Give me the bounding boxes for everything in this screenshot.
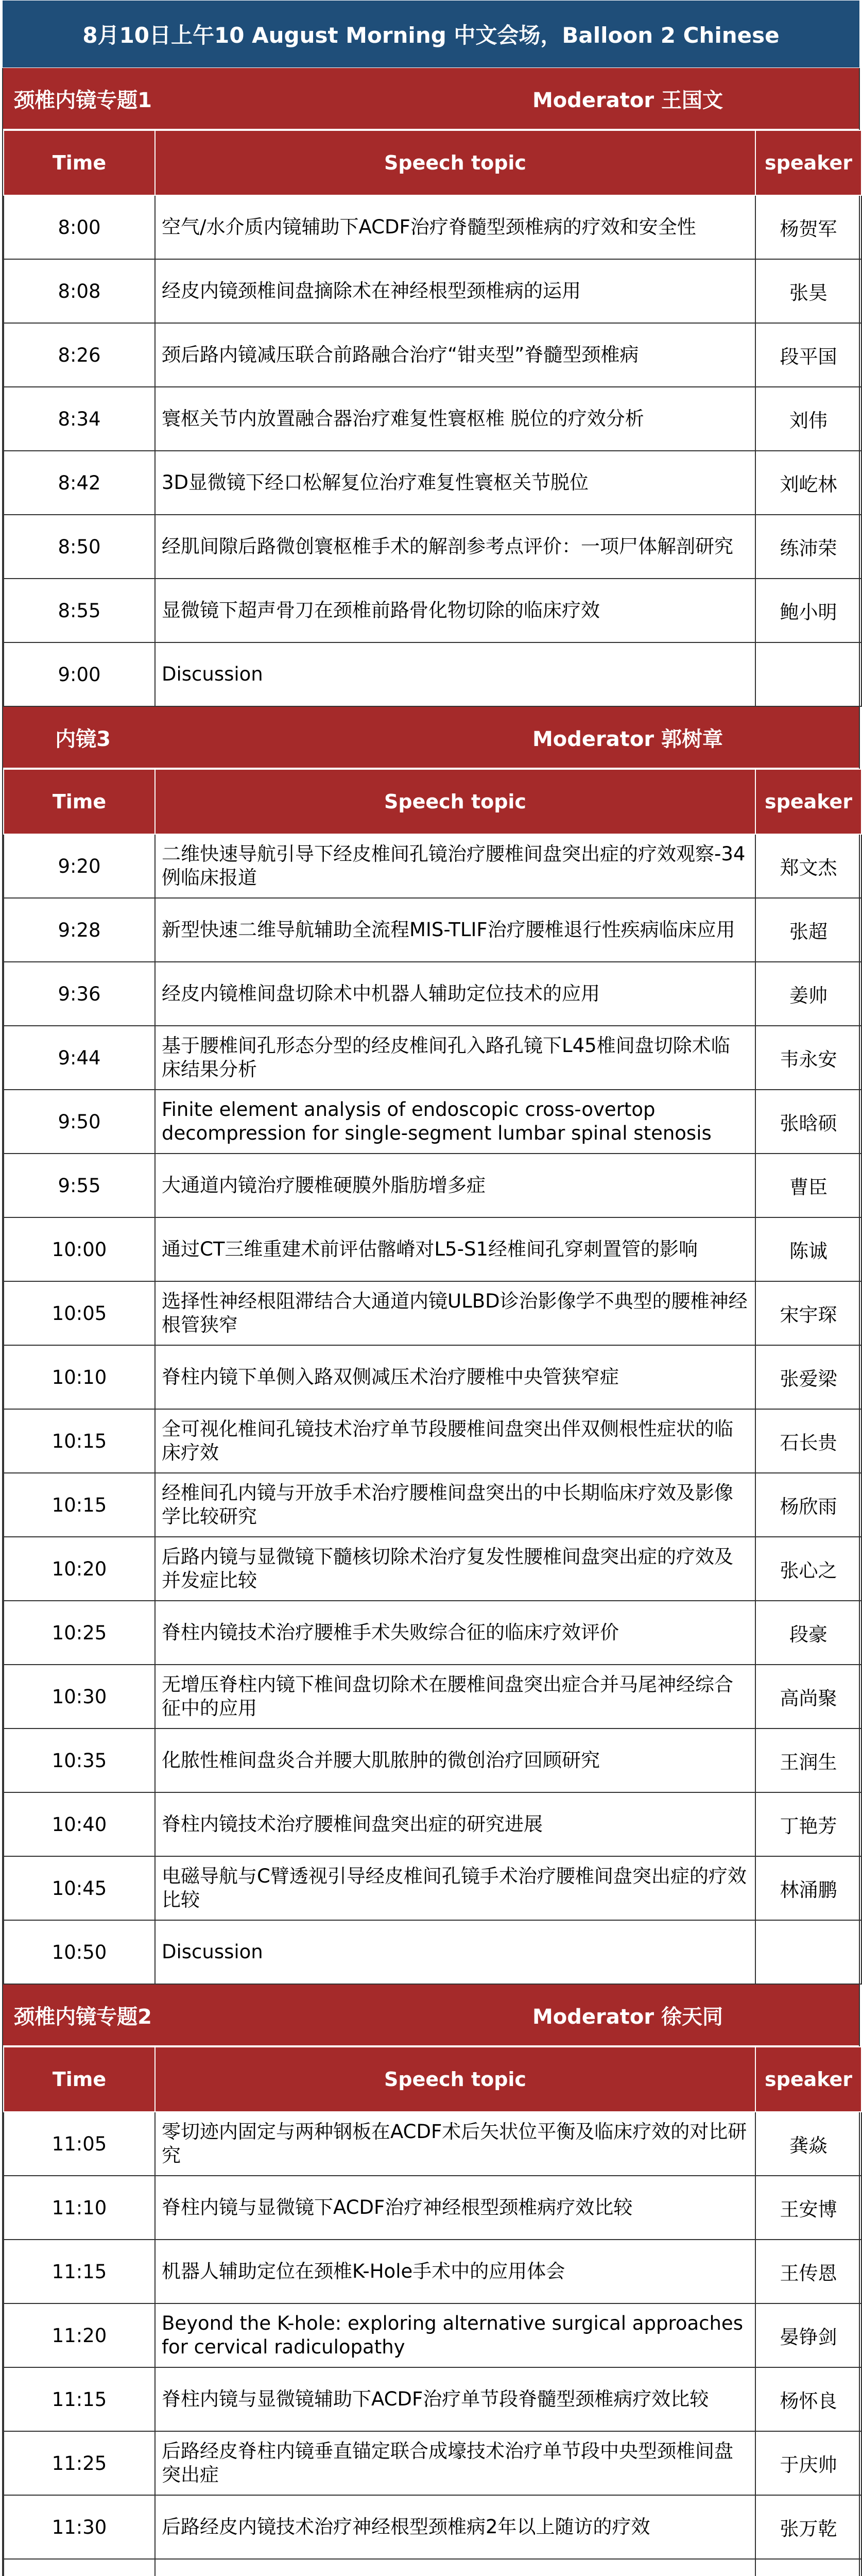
cell-speaker: 杨怀良 (755, 2367, 861, 2431)
cell-speaker (755, 642, 861, 706)
cell-time: 9:55 (4, 1154, 155, 1217)
cell-speaker: 张昊 (755, 259, 861, 323)
cell-topic: 经皮内镜颈椎间盘摘除术在神经根型颈椎病的运用 (155, 259, 755, 323)
cell-time: 8:50 (4, 515, 155, 579)
column-header-time: Time (4, 130, 155, 195)
cell-topic: 后路经皮内镜技术治疗神经根型颈椎病2年以上随访的疗效 (155, 2495, 755, 2559)
column-header-topic: Speech topic (155, 130, 755, 195)
cell-topic: 显微镜下超声骨刀在颈椎前路骨化物切除的临床疗效 (155, 579, 755, 642)
cell-time: 11:25 (4, 2431, 155, 2495)
cell-speaker: 张万乾 (755, 2495, 861, 2559)
cell-topic: 选择性神经根阻滞结合大通道内镜ULBD诊治影像学不典型的腰椎神经根管狭窄 (155, 1281, 755, 1345)
cell-topic: 机器人辅助定位在颈椎K-Hole手术中的应用体会 (155, 2240, 755, 2303)
cell-time: 8:34 (4, 387, 155, 451)
cell-topic: 化脓性椎间盘炎合并腰大肌脓肿的微创治疗回顾研究 (155, 1728, 755, 1792)
table-row (4, 259, 861, 323)
table-row (4, 1665, 861, 1728)
cell-topic: 脊柱内镜与显微镜辅助下ACDF治疗单节段脊髓型颈椎病疗效比较 (155, 2367, 755, 2431)
cell-topic: Beyond the K-hole: exploring alternative surgical approaches for cervical radiculopathy (155, 2303, 755, 2367)
cell-topic: Finite element analysis of endoscopic cross-overtop decompression for single-segment lumbar spinal stenosis (155, 1090, 755, 1154)
schedule-table (3, 130, 862, 707)
cell-time: 8:42 (4, 451, 155, 515)
column-header-speaker: speaker (755, 130, 861, 195)
cell-time: 10:45 (4, 1856, 155, 1920)
cell-topic: 基于腰椎间孔形态分型的经皮椎间孔入路孔镜下L45椎间盘切除术临床结果分析 (155, 1026, 755, 1090)
cell-speaker: 王润生 (755, 1728, 861, 1792)
cell-speaker: 杨欣雨 (755, 1473, 861, 1537)
table-row (4, 1473, 861, 1537)
cell-speaker: 韦永安 (755, 1026, 861, 1090)
cell-speaker: 刘伟 (755, 387, 861, 451)
page-title: 8月10日上午10 August Morning 中文会场，Balloon 2 Chinese (2, 0, 860, 68)
table-header-row (4, 130, 861, 195)
column-header-speaker: speaker (755, 2047, 861, 2112)
cell-time: 9:36 (4, 962, 155, 1026)
cell-time: 8:26 (4, 323, 155, 387)
cell-speaker: 王传恩 (755, 2240, 861, 2303)
cell-topic: 全可视化椎间孔镜技术治疗单节段腰椎间盘突出伴双侧根性症状的临床疗效 (155, 1409, 755, 1473)
session-header (3, 707, 859, 769)
cell-time: 10:15 (4, 1409, 155, 1473)
cell-speaker: 杨贺军 (755, 195, 861, 259)
cell-time: 8:00 (4, 195, 155, 259)
cell-time: 8:55 (4, 579, 155, 642)
cell-speaker: 高尚聚 (755, 1665, 861, 1728)
cell-time: 10:30 (4, 1665, 155, 1728)
table-row (4, 1409, 861, 1473)
cell-speaker: 张心之 (755, 1537, 861, 1601)
schedule-table (3, 769, 862, 1985)
table-row (4, 515, 861, 579)
cell-time: 8:08 (4, 259, 155, 323)
cell-speaker: 张超 (755, 898, 861, 962)
cell-topic: 后路内镜与显微镜下髓核切除术治疗复发性腰椎间盘突出症的疗效及并发症比较 (155, 1537, 755, 1601)
cell-speaker: 鲍小明 (755, 579, 861, 642)
column-header-time: Time (4, 2047, 155, 2112)
session-name: 内镜3 (55, 727, 111, 751)
session-header (3, 68, 859, 130)
cell-time: 9:20 (4, 834, 155, 898)
cell-topic: 经皮内镜椎间盘切除术中机器人辅助定位技术的应用 (155, 962, 755, 1026)
cell-time: 10:00 (4, 1217, 155, 1281)
table-header-row (4, 769, 861, 834)
session-moderator: Moderator 王国文 (532, 88, 723, 112)
cell-speaker: 姜帅 (755, 962, 861, 1026)
cell-topic (155, 2559, 755, 2576)
cell-topic: 脊柱内镜与显微镜下ACDF治疗神经根型颈椎病疗效比较 (155, 2176, 755, 2240)
cell-time: 10:10 (4, 1345, 155, 1409)
table-row (4, 1281, 861, 1345)
cell-speaker: 宋宇琛 (755, 1281, 861, 1345)
cell-topic: 大通道内镜治疗腰椎硬膜外脂肪增多症 (155, 1154, 755, 1217)
cell-topic: 无增压脊柱内镜下椎间盘切除术在腰椎间盘突出症合并马尾神经综合征中的应用 (155, 1665, 755, 1728)
session-moderator: Moderator 徐天同 (532, 2005, 723, 2029)
session-name: 颈椎内镜专题1 (14, 88, 152, 112)
table-row (4, 2559, 861, 2576)
table-row (4, 1856, 861, 1920)
cell-time: 10:40 (4, 1792, 155, 1856)
table-header-row (4, 2047, 861, 2112)
cell-speaker: 张晗硕 (755, 1090, 861, 1154)
cell-topic: 新型快速二维导航辅助全流程MIS-TLIF治疗腰椎退行性疾病临床应用 (155, 898, 755, 962)
cell-topic: 脊柱内镜技术治疗腰椎间盘突出症的研究进展 (155, 1792, 755, 1856)
table-row (4, 642, 861, 706)
cell-topic: 零切迹内固定与两种钢板在ACDF术后矢状位平衡及临床疗效的对比研究 (155, 2112, 755, 2176)
table-row (4, 962, 861, 1026)
cell-speaker: 刘屹林 (755, 451, 861, 515)
table-row (4, 2367, 861, 2431)
table-row (4, 579, 861, 642)
cell-topic: 空气/水介质内镜辅助下ACDF治疗脊髓型颈椎病的疗效和安全性 (155, 195, 755, 259)
cell-speaker: 练沛荣 (755, 515, 861, 579)
cell-speaker (755, 2559, 861, 2576)
table-row (4, 1920, 861, 1984)
table-row (4, 2431, 861, 2495)
cell-time: 9:44 (4, 1026, 155, 1090)
cell-time: 10:25 (4, 1601, 155, 1665)
schedule-page (2, 0, 860, 2576)
table-row (4, 387, 861, 451)
cell-speaker: 丁艳芳 (755, 1792, 861, 1856)
cell-topic: 颈后路内镜减压联合前路融合治疗“钳夹型”脊髓型颈椎病 (155, 323, 755, 387)
column-header-time: Time (4, 769, 155, 834)
session-block (2, 1985, 860, 2576)
cell-speaker: 晏铮剑 (755, 2303, 861, 2367)
cell-topic: 脊柱内镜技术治疗腰椎手术失败综合征的临床疗效评价 (155, 1601, 755, 1665)
cell-time: 11:30 (4, 2495, 155, 2559)
table-row (4, 323, 861, 387)
table-row (4, 195, 861, 259)
cell-speaker: 郑文杰 (755, 834, 861, 898)
cell-time: 9:00 (4, 642, 155, 706)
cell-speaker: 石长贵 (755, 1409, 861, 1473)
table-row (4, 1090, 861, 1154)
table-row (4, 451, 861, 515)
cell-topic: 经椎间孔内镜与开放手术治疗腰椎间盘突出的中长期临床疗效及影像学比较研究 (155, 1473, 755, 1537)
cell-time: 10:05 (4, 1281, 155, 1345)
column-header-speaker: speaker (755, 769, 861, 834)
cell-speaker: 龚焱 (755, 2112, 861, 2176)
cell-topic: 电磁导航与C臂透视引导经皮椎间孔镜手术治疗腰椎间盘突出症的疗效比较 (155, 1856, 755, 1920)
cell-time: 11:05 (4, 2112, 155, 2176)
cell-topic: 寰枢关节内放置融合器治疗难复性寰枢椎 脱位的疗效分析 (155, 387, 755, 451)
cell-speaker: 陈诚 (755, 1217, 861, 1281)
cell-time: 9:50 (4, 1090, 155, 1154)
cell-topic: Discussion (155, 1920, 755, 1984)
table-row (4, 1601, 861, 1665)
cell-time: 10:35 (4, 1728, 155, 1792)
cell-topic: 二维快速导航引导下经皮椎间孔镜治疗腰椎间盘突出症的疗效观察-34例临床报道 (155, 834, 755, 898)
session-name: 颈椎内镜专题2 (14, 2005, 152, 2029)
cell-topic: 脊柱内镜下单侧入路双侧减压术治疗腰椎中央管狭窄症 (155, 1345, 755, 1409)
table-row (4, 1217, 861, 1281)
cell-topic: 3D显微镜下经口松解复位治疗难复性寰枢关节脱位 (155, 451, 755, 515)
table-row (4, 2303, 861, 2367)
table-row (4, 2176, 861, 2240)
table-row (4, 2240, 861, 2303)
session-block (2, 707, 860, 1985)
cell-speaker: 段平国 (755, 323, 861, 387)
table-row (4, 1728, 861, 1792)
cell-time: 11:10 (4, 2176, 155, 2240)
cell-speaker: 曹臣 (755, 1154, 861, 1217)
cell-topic: 通过CT三维重建术前评估髂嵴对L5-S1经椎间孔穿刺置管的影响 (155, 1217, 755, 1281)
cell-topic: 后路经皮脊柱内镜垂直锚定联合成壕技术治疗单节段中央型颈椎间盘突出症 (155, 2431, 755, 2495)
cell-time (4, 2559, 155, 2576)
cell-topic: 经肌间隙后路微创寰枢椎手术的解剖参考点评价：一项尸体解剖研究 (155, 515, 755, 579)
sessions-container (2, 68, 860, 2576)
session-block (2, 68, 860, 707)
cell-time: 11:15 (4, 2367, 155, 2431)
cell-time: 11:20 (4, 2303, 155, 2367)
cell-topic: Discussion (155, 642, 755, 706)
cell-speaker: 林涌鹏 (755, 1856, 861, 1920)
session-header (3, 1985, 859, 2046)
table-row (4, 898, 861, 962)
cell-speaker: 段豪 (755, 1601, 861, 1665)
table-row (4, 2495, 861, 2559)
schedule-table (3, 2046, 862, 2576)
cell-time: 11:15 (4, 2240, 155, 2303)
cell-speaker: 于庆帅 (755, 2431, 861, 2495)
cell-speaker (755, 1920, 861, 1984)
column-header-topic: Speech topic (155, 769, 755, 834)
cell-time: 10:20 (4, 1537, 155, 1601)
cell-time: 9:28 (4, 898, 155, 962)
table-row (4, 1792, 861, 1856)
cell-speaker: 王安博 (755, 2176, 861, 2240)
cell-time: 10:15 (4, 1473, 155, 1537)
table-row (4, 2112, 861, 2176)
table-row (4, 834, 861, 898)
column-header-topic: Speech topic (155, 2047, 755, 2112)
cell-time: 10:50 (4, 1920, 155, 1984)
table-row (4, 1026, 861, 1090)
table-row (4, 1537, 861, 1601)
cell-speaker: 张爱梁 (755, 1345, 861, 1409)
session-moderator: Moderator 郭树章 (532, 727, 723, 751)
table-row (4, 1345, 861, 1409)
table-row (4, 1154, 861, 1217)
